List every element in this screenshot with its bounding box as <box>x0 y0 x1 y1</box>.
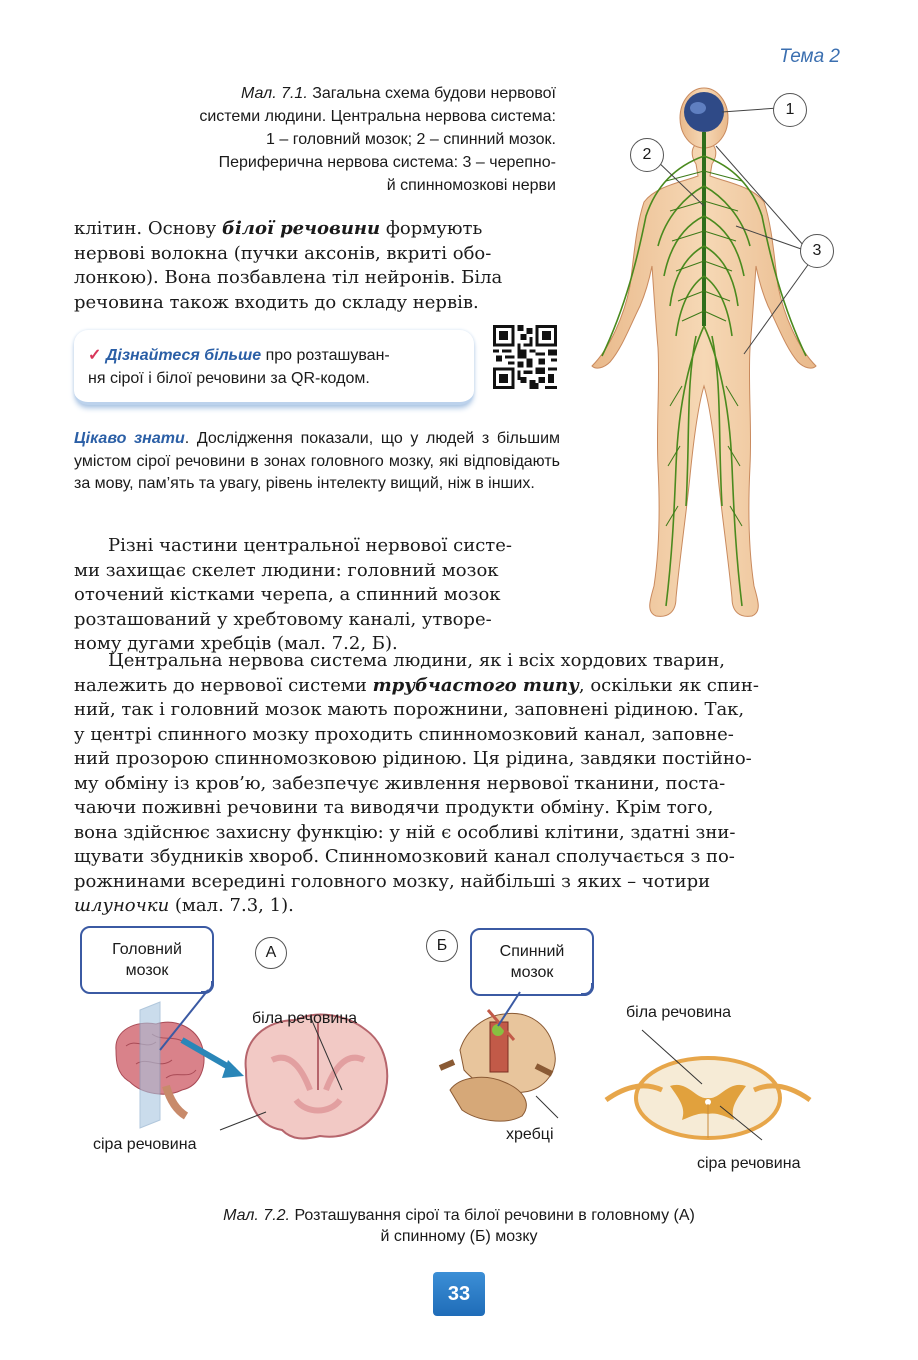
caption-label: Мал. 7.2. <box>223 1207 290 1224</box>
label-vertebrae: хребці <box>506 1126 554 1143</box>
label-gray-matter-spinal: сіра речовина <box>697 1155 801 1172</box>
learn-more-heading: Дізнайтеся більше <box>105 347 262 364</box>
figure-7-2-caption: Мал. 7.2. Розташування сірої та білої речовини в головному (А) й спинному (Б) мозку <box>223 1207 695 1245</box>
marker-2: 2 <box>630 138 664 172</box>
paragraph-tubular-system: Центральна нервова система людини, як і всіх хордових тварин, належить до нервової системи трубчастого типу, оскільки як спин- ний, так і головний мозок мають порожнини, заповнені рідиною. Так, у центрі спинного мозку проходить спинномозковий канал, заповне- ний прозорою спинномозковою рідиною. Ця рідина, завдяки постійно- му обміну із кров’ю, забезпечує живлення нервової тканини, поста- чаючи поживні речовини та виводячи продукти обміну. Крім того, вона здійснює захисну функцію: у ній є особливі клітини, здатні зни- щувати збудників хвороб. Спинномозковий канал сполучається з по- рожнинами всередині головного мозку, найбільші з яких – чотири шлуночки (мал. 7.3, 1). <box>74 650 759 916</box>
check-icon: ✓ <box>88 347 102 364</box>
term-white-matter: білої речовини <box>221 218 381 239</box>
caption-label: Мал. 7.1. <box>240 85 308 102</box>
label-white-matter-brain: біла речовина <box>252 1010 358 1027</box>
label-white-matter-spinal: біла речовина <box>626 1004 732 1021</box>
paragraph-skeleton-protection: Різні частини центральної нервової систе- ми захищає скелет людини: головний мозок оточений кістками черепа, а спинний мозок розташований у хребтовому каналі, утворе- ному дугами хребців (мал. 7.2, Б). <box>74 535 512 654</box>
marker-1: 1 <box>773 93 807 127</box>
qr-code[interactable] <box>493 325 557 389</box>
marker-a: А <box>255 937 287 969</box>
term-ventricles: шлуночки <box>74 895 170 916</box>
page-number: 33 <box>433 1272 485 1316</box>
label-gray-matter-brain: сіра речовина <box>93 1136 197 1153</box>
theme-label: Тема 2 <box>779 46 840 67</box>
callout-brain: Головний мозок <box>80 926 214 994</box>
interesting-heading: Цікаво знати <box>74 430 185 447</box>
paragraph-white-matter: клітин. Основу білої речовини формують нервові волокна (пучки аксонів, вкриті обо- лонкою). Вона позбавлена тіл нейронів. Біла речовина також входить до складу нервів. <box>74 218 503 313</box>
interesting-fact: Цікаво знати. Дослідження показали, що у людей з більшим умістом сірої речовини в зонах головного мозку, які відповідають за мову, пам’ять та увагу, рівень інтелекту вищий, ніж в інших. <box>74 430 561 492</box>
nervous-system-illustration <box>586 86 848 626</box>
marker-3: 3 <box>800 234 834 268</box>
callout-spinal-cord: Спинний мозок <box>470 928 594 996</box>
learn-more-box: ✓ Дізнайтеся більше про розташуван- ня сірої і білої речовини за QR-кодом. <box>74 330 474 405</box>
term-tubular-type: трубчастого типу <box>372 674 579 696</box>
figure-7-1-caption: Мал. 7.1. Загальна схема будови нервової системи людини. Центральна нервова система: 1 – головний мозок; 2 – спинний мозок. Периферична нервова система: 3 – черепно- й спинномозкові нерви <box>199 85 556 194</box>
marker-b: Б <box>426 930 458 962</box>
